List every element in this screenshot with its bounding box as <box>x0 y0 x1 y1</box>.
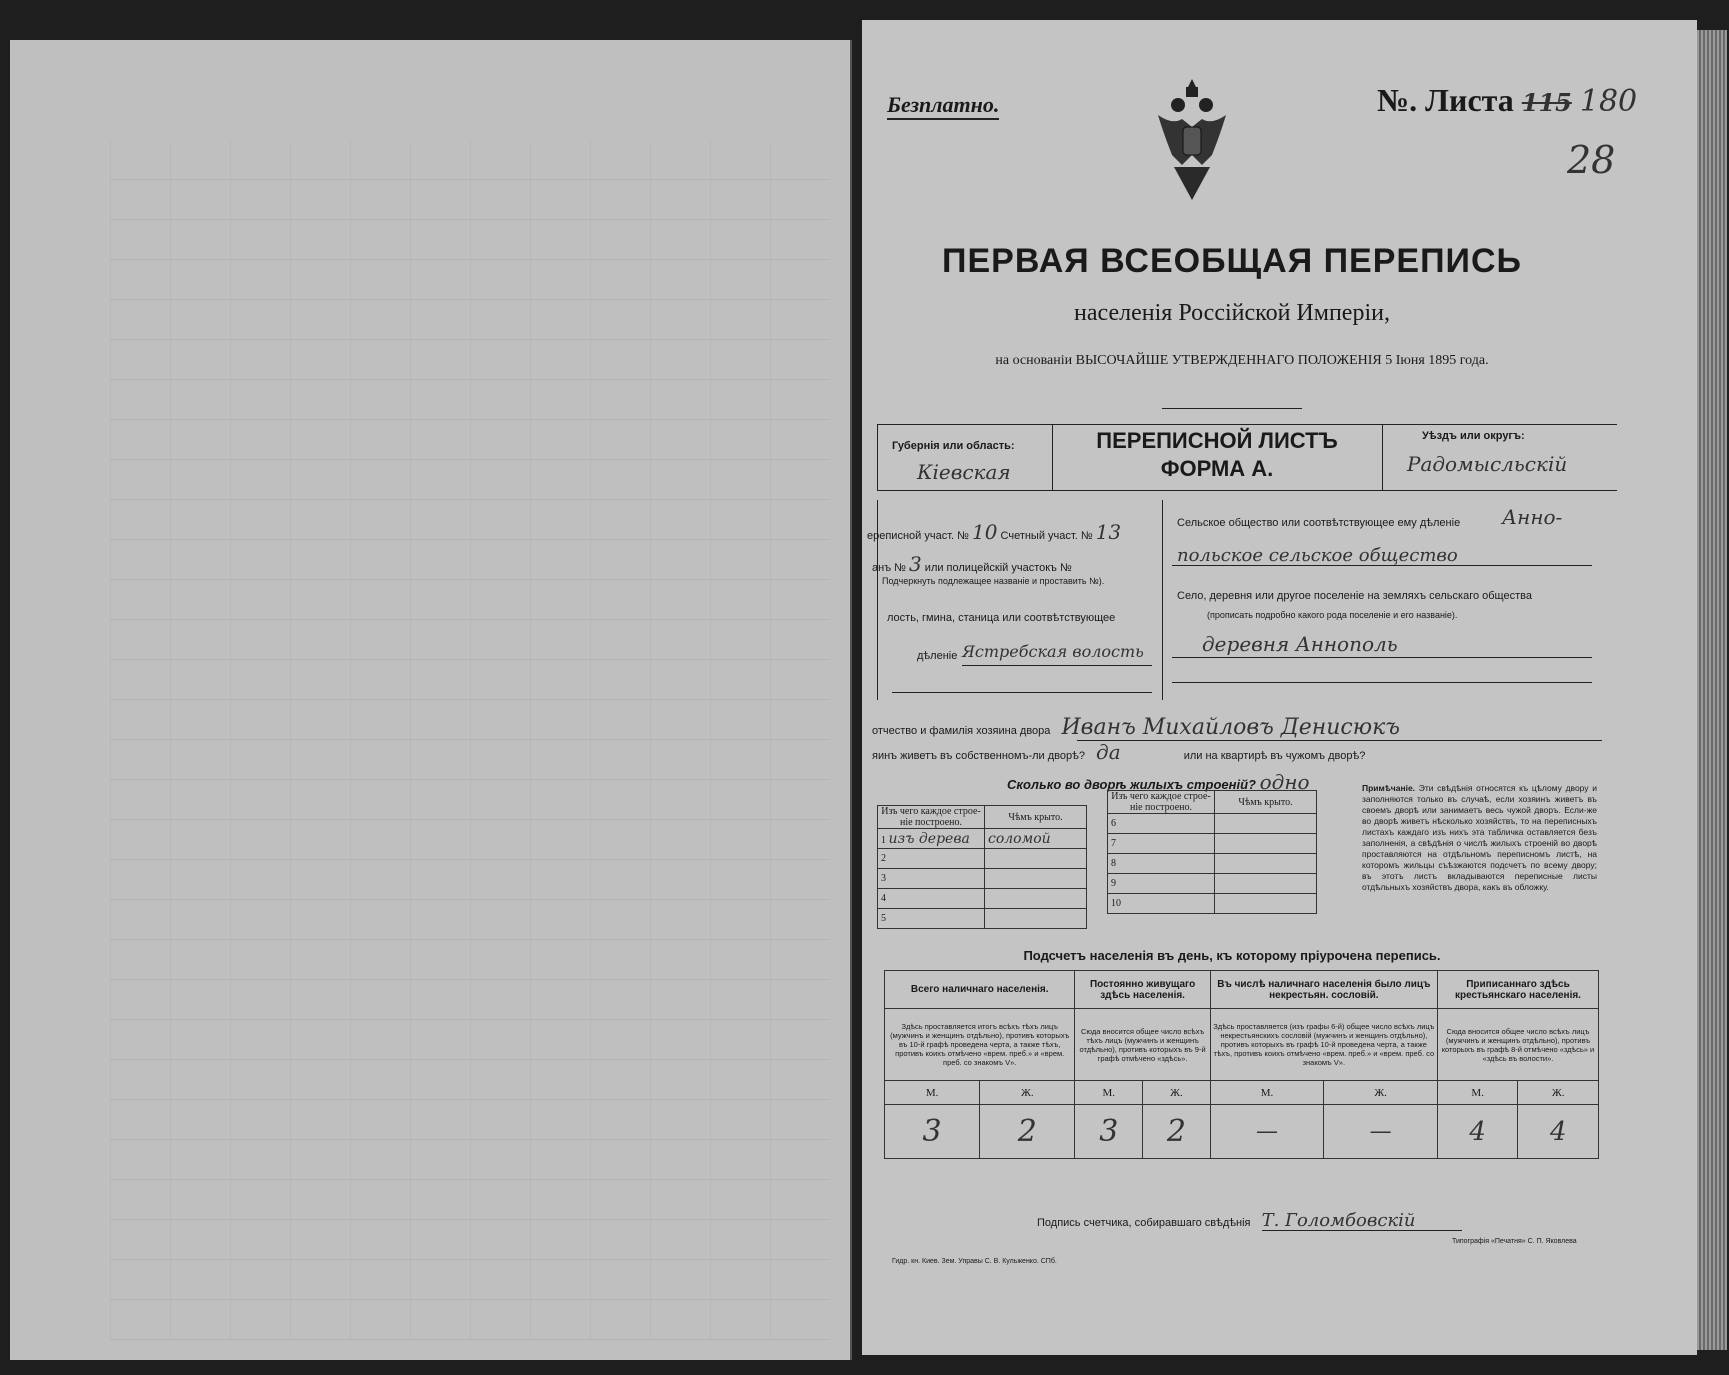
stan-label: анъ № <box>872 562 906 574</box>
buildings-table-left <box>877 805 1087 929</box>
m-label: М. <box>1437 1081 1518 1105</box>
f-label: Ж. <box>980 1081 1075 1105</box>
free-label: Безплатно. <box>887 92 999 120</box>
village-note: (прописать подробно какого рода поселеніе и его названіе). <box>1207 610 1458 620</box>
count-value: — <box>1324 1105 1438 1159</box>
schetny-value: 13 <box>1095 520 1122 544</box>
count-description: Здѣсь проставляется итогъ всѣхъ тѣхъ лицъ (мужчинъ и женщинъ отдѣльно), противъ которыхъ въ 10-й графѣ проведена черта, а также тѣхъ, противъ коихъ отмѣчено «врем. преб.» и «врем. преб. со знакомъ V». <box>885 1009 1075 1081</box>
left-page <box>10 40 852 1360</box>
gubernia-value: Кіевская <box>917 460 1011 484</box>
count-value: 2 <box>1143 1105 1211 1159</box>
uezd-value: Радомысльскій <box>1407 452 1568 476</box>
table-row: 7 <box>1108 834 1317 854</box>
sheet-number-crossed: 115 <box>1521 88 1572 117</box>
delenie-label: дѣленіе <box>917 650 958 662</box>
gubernia-label: Губернія или область: <box>892 440 1015 452</box>
census-form-page <box>862 20 1697 1355</box>
form-title: ПЕРВАЯ ВСЕОБЩАЯ ПЕРЕПИСЬ <box>942 242 1522 280</box>
f-label: Ж. <box>1324 1081 1438 1105</box>
count-value: 3 <box>885 1105 980 1159</box>
material-value: изъ дерева <box>888 830 970 847</box>
count-value: — <box>1210 1105 1324 1159</box>
count-value: 4 <box>1518 1105 1599 1159</box>
perepis-uch-value: 10 <box>972 520 998 544</box>
m-label: М. <box>885 1081 980 1105</box>
printer-right: Типографія «Печатня» С. П. Яковлева <box>1452 1238 1577 1245</box>
society-label: Сельское общество или соотвѣтствующее ему дѣленіе <box>1177 517 1461 529</box>
sheet-number-label: №. Листа <box>1377 82 1514 118</box>
faded-grid <box>110 140 830 1340</box>
count-value: 3 <box>1075 1105 1143 1159</box>
table-row: 8 <box>1108 854 1317 874</box>
count-value: 4 <box>1437 1105 1518 1159</box>
schetny-label: Счетный участ. № <box>1000 530 1093 542</box>
count-header: Приписаннаго здѣсь крестьянскаго населенія. <box>1437 971 1598 1009</box>
buildings-table-right <box>1107 790 1317 914</box>
count-title: Подсчетъ населенія въ день, къ которому пріурочена перепись. <box>1023 948 1441 963</box>
double-headed-eagle-icon <box>1152 75 1232 205</box>
count-value: 2 <box>980 1105 1075 1159</box>
ornament-divider <box>1162 408 1302 409</box>
signature-label: Подпись счетчика, собиравшаго свѣдѣнія <box>1037 1217 1251 1229</box>
sheet-title: ПЕРЕПИСНОЙ ЛИСТЪ <box>1096 428 1338 453</box>
form-subtitle: населенія Россійской Имперіи, <box>1074 300 1390 326</box>
stan-value: 3 <box>909 552 922 576</box>
form-name: ФОРМА А. <box>1160 456 1274 481</box>
perepis-uch-label: ереписной участ. № <box>867 530 969 542</box>
sheet-sub-number: 28 <box>1567 138 1616 182</box>
m-label: М. <box>1210 1081 1324 1105</box>
owner-value: Иванъ Михайловъ Денисюкъ <box>1061 715 1400 740</box>
note-title: Примѣчаніе. <box>1362 783 1416 793</box>
form-basis: на основаніи ВЫСОЧАЙШЕ УТВЕРЖДЕННАГО ПОЛОЖЕНІЯ 5 Іюня 1895 года. <box>995 353 1489 368</box>
signature-row <box>1037 1210 1416 1231</box>
signature-value: Т. Голомбовскій <box>1261 1210 1416 1231</box>
table-row: 9 <box>1108 874 1317 894</box>
roof-value: соломой <box>985 829 1087 849</box>
m-label: М. <box>1075 1081 1143 1105</box>
table-row: 5 <box>878 909 1087 929</box>
count-table <box>884 970 1599 1159</box>
owner-label: отчество и фамилія хозяина двора <box>872 725 1051 737</box>
count-header: Всего наличнаго населенія. <box>885 971 1075 1009</box>
own-yard-row <box>872 740 1365 764</box>
owner-row <box>872 715 1400 740</box>
count-header: Постоянно живущаго здѣсь населенія. <box>1075 971 1210 1009</box>
police-note: Подчеркнуть подлежащее названіе и проставить №). <box>882 576 1105 586</box>
police-label: или полицейскій участокъ № <box>924 562 1072 574</box>
table-row: 3 <box>878 869 1087 889</box>
count-description: Сюда вносится общее число всѣхъ лицъ (мужчинъ и женщинъ отдѣльно), противъ которыхъ въ графѣ 8-й отмѣчено «здѣсь» и «здѣсь въ волости». <box>1437 1009 1598 1081</box>
buildings-value: одно <box>1259 770 1310 794</box>
own-yard-value: да <box>1096 740 1121 764</box>
col-material: Изъ чего каждое строе-ніе построено. <box>878 806 985 829</box>
volost-label: лость, гмина, станица или соотвѣтствующее <box>887 612 1116 624</box>
society-value-1: Анно- <box>1502 505 1563 529</box>
table-row: 6 <box>1108 814 1317 834</box>
uezd-label: Уѣздъ или округъ: <box>1422 430 1525 442</box>
village-value: деревня Аннополь <box>1202 632 1398 656</box>
volost-value: Ястребская волость <box>962 642 1144 661</box>
own-yard-label: яинъ живетъ въ собственномъ-ли дворѣ? <box>872 750 1085 762</box>
sheet-number <box>1377 82 1637 119</box>
table-row: 4 <box>878 889 1087 909</box>
village-label: Село, деревня или другое поселеніе на земляхъ сельскаго общества <box>1177 590 1532 602</box>
count-description: Сюда вносится общее число всѣхъ тѣхъ лицъ (мужчинъ и женщинъ отдѣльно), противъ которыхъ въ 9-й графѣ отмѣчено «здѣсь». <box>1075 1009 1210 1081</box>
count-description: Здѣсь проставляется (изъ графы 6-й) общее число всѣхъ лицъ некрестьянскихъ сословій (мужчинъ и женщинъ отдѣльно), противъ которыхъ въ графѣ 10-й проведена черта, а также тѣхъ, противъ коихъ отмѣчено «врем. преб.» и «врем. преб. со знакомъ V». <box>1210 1009 1437 1081</box>
sheet-number-value: 180 <box>1579 84 1638 119</box>
page-edges <box>1697 30 1727 1350</box>
col-roof: Чѣмъ крыто. <box>985 806 1087 829</box>
note-text: Эти свѣдѣнія относятся къ цѣлому двору и заполняются только въ случаѣ, если хозяинъ живетъ въ своемъ дворѣ или занимаетъ весь чужой дворъ. Если-же во дворѣ живетъ нѣсколько хозяйствъ, то на переписныхъ листахъ каждаго изъ нихъ эта табличка оставляется безъ заполненія, а свѣдѣнія о числѣ жилыхъ строеній во дворѣ проставляются на отдѣльномъ переписномъ листѣ, на которомъ жильцы съѣзжаются подсчетъ по всему двору; въ этотъ листъ вкладываются переписные листы отдѣльныхъ хозяйствъ двора, какъ въ обложку. <box>1362 783 1597 892</box>
table-row: 1 изъ дерева соломой <box>878 829 1087 849</box>
stan <box>872 552 1072 576</box>
count-header: Въ числѣ наличнаго населенія было лицъ некрестьян. сословій. <box>1210 971 1437 1009</box>
table-row: 10 <box>1108 894 1317 914</box>
f-label: Ж. <box>1143 1081 1211 1105</box>
col-roof: Чѣмъ крыто. <box>1215 791 1317 814</box>
printer-left: Гидр. кн. Киев. Зем. Управы С. В. Кульженко. СПб. <box>892 1258 1057 1265</box>
col-material: Изъ чего каждое строе-ніе построено. <box>1108 791 1215 814</box>
rent-label: или на квартирѣ въ чужомъ дворѣ? <box>1183 750 1366 762</box>
table-row: 2 <box>878 849 1087 869</box>
society-value-2: польское сельское общество <box>1177 545 1458 566</box>
perepis-uch <box>867 520 1121 544</box>
f-label: Ж. <box>1518 1081 1599 1105</box>
buildings-label: Сколько во дворѣ жилыхъ строеній? <box>1007 777 1256 792</box>
note-block <box>1362 783 1597 893</box>
